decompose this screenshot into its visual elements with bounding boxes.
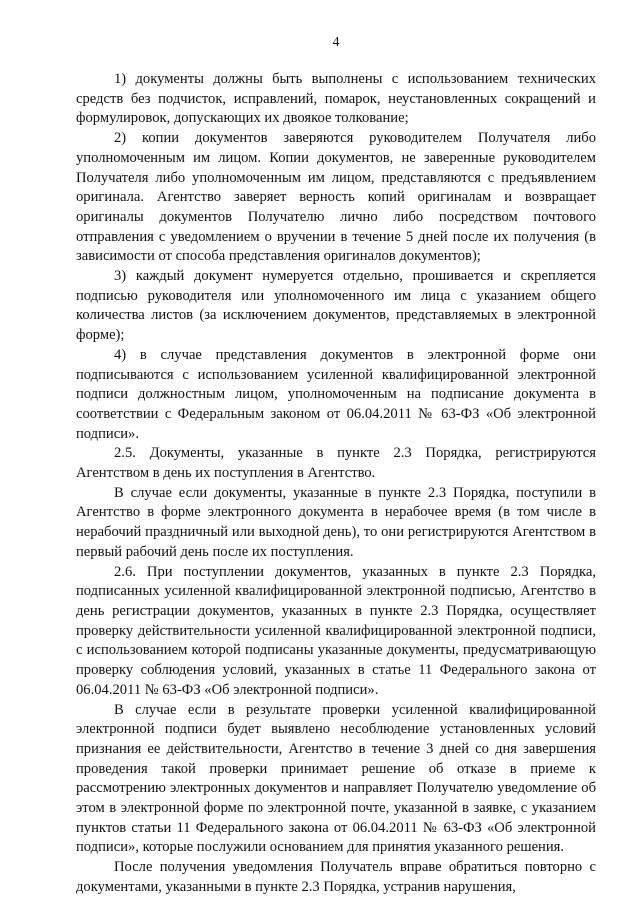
paragraph-item-1-formatting: 1) документы должны быть выполнены с использованием технических средств без подчисток, исправлений, помарок, неустановленных сокращений и формулировок, допускающих их двоякое толкование; [76,71,596,127]
page-number: 4 [332,35,340,50]
paragraph-resubmission: После получения уведомления Получатель вправе обратиться повторно с документами, указанными в пункте 2.3 Порядка, устранив нарушения, [76,859,596,895]
paragraph-2-5-nonworking-time: В случае если документы, указанные в пункте 2.3 Порядка, поступили в Агентство в форме электронного документа в нерабочее время (в том числе в нерабочий праздничный или выходной день), то они регистрируются Агентством в первый рабочий день после их поступления. [76,484,596,560]
paragraph-item-2-copies: 2) копии документов заверяются руководителем Получателя либо уполномоченным им лицом. Копии документов, не заверенные руководителем Получателя либо уполномоченным им лицом, представляются с предъявлением оригинала. Агентство заверяет верность копий оригиналам и возвращает оригиналы документов Получателю лично либо посредством почтового отправления с уведомлением о вручении в течение 5 дней после их получения (в зависимости от способа представления оригиналов документов); [76,130,596,265]
paragraph-item-3-numbering: 3) каждый документ нумеруется отдельно, прошивается и скрепляется подписью руководителя или уполномоченного им лица с указанием общего количества листов (за исключением документов, представляемых в электронной форме); [76,268,596,344]
paragraph-2-6-refusal: В случае если в результате проверки усиленной квалифицированной электронной подписи будет выявлено несоблюдение установленных условий признания ее действительности, Агентство в течение 3 дней со дня завершения проведения такой проверки принимает решение об отказе в приеме к рассмотрению электронных документов и направляет Получателю уведомление об этом в электронной форме по электронной почте, указанной в заявке, с указанием пунктов статьи 11 Федерального закона от 06.04.2011 № 63-ФЗ «Об электронной подписи», которые послужили основанием для принятия указанного решения. [76,701,596,856]
paragraph-2-5-registration: 2.5. Документы, указанные в пункте 2.3 Порядка, регистрируются Агентством в день их поступления в Агентство. [76,445,596,482]
paragraph-item-4-electronic: 4) в случае представления документов в электронной форме они подписываются с использованием усиленной квалифицированной электронной подписи должностным лицом, уполномоченным на подписание документа в соответствии с Федеральным законом от 06.04.2011 № 63-ФЗ «Об электронной подписи». [76,346,596,442]
paragraph-2-6-signature-check: 2.6. При поступлении документов, указанных в пункте 2.3 Порядка, подписанных усиленной квалифицированной электронной подписью, Агентство в день регистрации документов, указанных в пункте 2.3 Порядка, осуществляет проверку действительности усиленной квалифицированной электронной подписи, с использованием которой подписаны указанные документы, предусматривающую проверку соблюдения условий, указанных в статье 11 Федерального закона от 06.04.2011 № 63-ФЗ «Об электронной подписи». [76,563,596,698]
